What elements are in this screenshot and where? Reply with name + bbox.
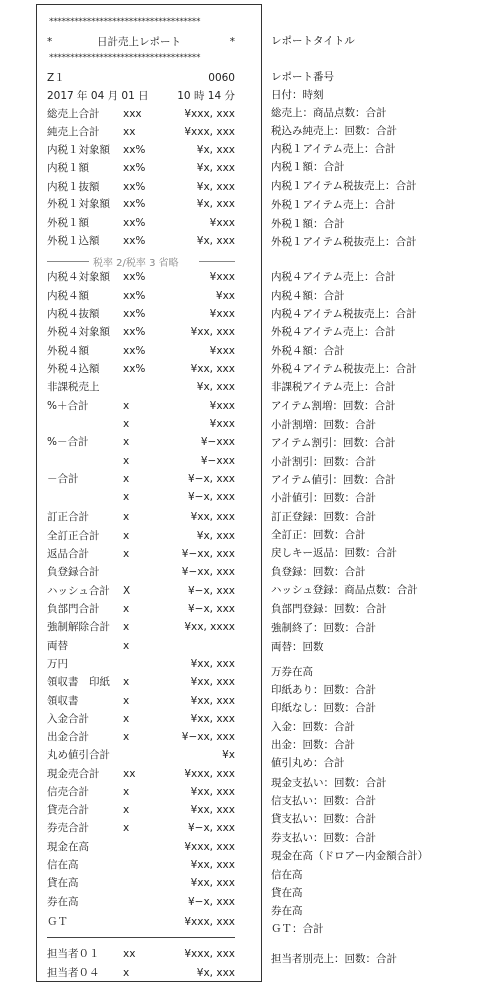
date-time-row	[37, 89, 261, 103]
line-label: 非課税売上	[47, 381, 100, 393]
line-amount: ¥−xx, xxx	[181, 548, 235, 560]
receipt-line	[37, 840, 261, 854]
receipt-line	[37, 125, 261, 139]
annotation-label: アイテム値引：回数：合計	[271, 474, 396, 486]
annotation-label: 負登録：回数：合計	[271, 566, 366, 578]
receipt-line	[37, 785, 261, 799]
receipt-line	[37, 399, 261, 413]
annotation-label: レポート番号	[271, 71, 334, 83]
line-amount: ¥x, xxx	[196, 198, 235, 210]
line-amount: ¥xx, xxx	[190, 676, 235, 688]
line-count: xx%	[123, 308, 146, 320]
title-left-star: *	[47, 36, 53, 48]
annotation-label: レポートタイトル	[271, 35, 355, 47]
line-amount: ¥x, xxx	[196, 967, 235, 979]
annotation-label: 内税１アイテム売上：合計	[271, 143, 396, 155]
line-amount: ¥−xx, xxx	[181, 566, 235, 578]
line-label: 万円	[47, 658, 68, 670]
annotation-label: 小計値引：回数：合計	[271, 492, 376, 504]
annotation-label: 万券在高	[271, 666, 313, 678]
receipt-line	[37, 197, 261, 211]
report-title: 日計売上レポート	[97, 36, 181, 48]
line-count: x	[123, 491, 130, 503]
line-label: －合計	[47, 473, 79, 485]
receipt-line	[37, 694, 261, 708]
annotation-label: 値引丸め：合計	[271, 757, 345, 769]
receipt-line	[37, 584, 261, 598]
receipt-line	[37, 803, 261, 817]
annotation-label: 外税１アイテム売上：合計	[271, 199, 396, 211]
receipt-line	[37, 289, 261, 303]
annotation-label: 貸支払い：回数：合計	[271, 813, 376, 825]
line-amount: ¥xxx, xxx	[184, 841, 235, 853]
staff-divider	[47, 937, 235, 938]
receipt-top-stars: ************************************	[49, 17, 201, 27]
receipt-line	[37, 730, 261, 744]
line-amount: ¥xx, xxx	[190, 511, 235, 523]
line-amount: ¥xx, xxx	[190, 326, 235, 338]
line-amount: ¥xx, xxx	[190, 658, 235, 670]
line-count: x	[123, 511, 130, 523]
receipt-line	[37, 510, 261, 524]
report-number: 0060	[208, 72, 235, 84]
line-count: xx%	[123, 326, 146, 338]
line-label: 負部門合計	[47, 603, 100, 615]
annotation-label: 総売上：商品点数：合計	[271, 107, 387, 119]
line-count: X	[123, 585, 131, 597]
line-count: x	[123, 967, 130, 979]
receipt-line	[37, 143, 261, 157]
annotation-label: 内税４アイテム税抜売上：合計	[271, 308, 417, 320]
line-amount: ¥xx	[215, 290, 235, 302]
line-count: x	[123, 548, 130, 560]
line-count: x	[123, 804, 130, 816]
annotation-label: 外税１アイテム税抜売上：合計	[271, 236, 417, 248]
annotation-label: アイテム割引：回数：合計	[271, 437, 396, 449]
line-amount: ¥xxx	[209, 217, 235, 229]
line-count: x	[123, 822, 130, 834]
line-label: 貸在高	[47, 877, 79, 889]
line-amount: ¥xx, xxx	[190, 713, 235, 725]
receipt-line	[37, 490, 261, 504]
line-amount: ¥−x, xxx	[187, 896, 235, 908]
line-count: xx%	[123, 144, 146, 156]
report-id-row	[37, 71, 261, 85]
line-count: xxx	[123, 108, 142, 120]
line-count: x	[123, 713, 130, 725]
line-label: 訂正合計	[47, 511, 89, 523]
receipt-line	[37, 362, 261, 376]
annotation-label: 内税１アイテム税抜売上：合計	[271, 180, 417, 192]
line-label: 内税１対象額	[47, 144, 110, 156]
line-label: 貸売合計	[47, 804, 89, 816]
line-label: 信在高	[47, 859, 79, 871]
line-label: 内税１額	[47, 162, 89, 174]
line-label: 入金合計	[47, 713, 89, 725]
title-right-star: *	[229, 36, 235, 48]
line-amount: ¥−x, xxx	[187, 473, 235, 485]
annotation-label: 内税４アイテム売上：合計	[271, 271, 396, 283]
line-label: ＧＴ	[47, 916, 68, 928]
annotation-label: 税込み純売上：回数：合計	[271, 125, 397, 137]
line-amount: ¥xx, xxx	[190, 695, 235, 707]
report-date: 2017 年 04 月 01 日	[47, 90, 149, 102]
line-label: 券在高	[47, 896, 79, 908]
line-count: x	[123, 473, 130, 485]
line-amount: ¥−xxx	[200, 455, 235, 467]
receipt-line	[37, 325, 261, 339]
receipt-line	[37, 620, 261, 634]
line-count: xx%	[123, 345, 146, 357]
line-label: 外税１額	[47, 217, 89, 229]
line-amount: ¥x, xxx	[196, 144, 235, 156]
annotation-label: アイテム割増：回数：合計	[271, 400, 396, 412]
line-label: 信売合計	[47, 786, 89, 798]
line-label: 担当者０１	[47, 948, 100, 960]
line-label: 丸め値引合計	[47, 749, 110, 761]
receipt-line	[37, 947, 261, 961]
receipt-line	[37, 547, 261, 561]
line-count: x	[123, 455, 130, 467]
line-label: 領収書	[47, 695, 79, 707]
line-amount: ¥xxx, xxx	[184, 108, 235, 120]
receipt-line	[37, 602, 261, 616]
line-label: 担当者０４	[47, 967, 100, 979]
separator-line-left	[47, 261, 89, 262]
line-label: 負登録合計	[47, 566, 100, 578]
receipt-line	[37, 876, 261, 890]
receipt-line	[37, 915, 261, 929]
receipt-line	[37, 307, 261, 321]
line-amount: ¥x, xxx	[196, 235, 235, 247]
line-count: xx%	[123, 162, 146, 174]
line-amount: ¥x, xxx	[196, 162, 235, 174]
line-amount: ¥−x, xxx	[187, 585, 235, 597]
receipt-line	[37, 565, 261, 579]
receipt-line	[37, 767, 261, 781]
line-amount: ¥xx, xxxx	[184, 621, 235, 633]
line-label: 強制解除合計	[47, 621, 110, 633]
line-count: xx%	[123, 290, 146, 302]
line-label: 出金合計	[47, 731, 89, 743]
report-time: 10 時 14 分	[177, 90, 235, 102]
line-count: xx	[123, 768, 136, 780]
annotation-label: 両替：回数	[271, 641, 324, 653]
receipt-line	[37, 821, 261, 835]
line-label: 内税４抜額	[47, 308, 100, 320]
line-amount: ¥xxx	[209, 345, 235, 357]
tax-rate-separator	[47, 254, 235, 268]
line-count: x	[123, 676, 130, 688]
line-amount: ¥xxx, xxx	[184, 916, 235, 928]
line-label: ハッシュ合計	[47, 585, 110, 597]
line-amount: ¥xx, xxx	[190, 877, 235, 889]
receipt-line	[37, 417, 261, 431]
line-amount: ¥−x, xxx	[187, 491, 235, 503]
receipt-line	[37, 380, 261, 394]
annotation-label: ＧＴ：合計	[271, 923, 324, 935]
line-amount: ¥−x, xxx	[187, 822, 235, 834]
line-amount: ¥xxx, xxx	[184, 768, 235, 780]
annotation-label: 全訂正：回数：合計	[271, 529, 366, 541]
line-label: %＋合計	[47, 400, 89, 412]
annotation-label: 信在高	[271, 869, 303, 881]
annotation-label: 日付：時刻	[271, 89, 324, 101]
receipt-line	[37, 270, 261, 284]
receipt-line	[37, 712, 261, 726]
annotation-label: 印紙あり：回数：合計	[271, 684, 376, 696]
line-amount: ¥xxx	[209, 308, 235, 320]
receipt-line	[37, 966, 261, 980]
line-label: %－合計	[47, 436, 89, 448]
line-count: xx%	[123, 217, 146, 229]
line-count: xx%	[123, 235, 146, 247]
annotation-label: 負部門登録：回数：合計	[271, 603, 387, 615]
line-amount: ¥xx, xxx	[190, 786, 235, 798]
line-count: x	[123, 731, 130, 743]
annotation-label: 外税４額：合計	[271, 345, 345, 357]
receipt-line	[37, 748, 261, 762]
receipt-line	[37, 657, 261, 671]
annotation-label: 現金在高（ドロアー内金額合計）	[271, 850, 429, 862]
line-label: 領収書 印紙	[47, 676, 110, 688]
line-label: 外税４込額	[47, 363, 100, 375]
receipt-line	[37, 454, 261, 468]
annotation-label: 貸在高	[271, 887, 303, 899]
receipt-line	[37, 435, 261, 449]
line-count: x	[123, 530, 130, 542]
annotation-label: 訂正登録：回数：合計	[271, 511, 376, 523]
annotation-label: 外税４アイテム売上：合計	[271, 326, 396, 338]
receipt-line	[37, 216, 261, 230]
line-label: 総売上合計	[47, 108, 100, 120]
line-amount: ¥xxx	[209, 400, 235, 412]
annotation-label: 入金：回数：合計	[271, 721, 355, 733]
line-label: 返品合計	[47, 548, 89, 560]
receipt-line	[37, 344, 261, 358]
line-count: x	[123, 603, 130, 615]
receipt-line	[37, 529, 261, 543]
line-amount: ¥x, xxx	[196, 530, 235, 542]
receipt-line	[37, 180, 261, 194]
receipt-line	[37, 858, 261, 872]
line-label: 内税１抜額	[47, 181, 100, 193]
annotation-label: 強制終了：回数：合計	[271, 622, 376, 634]
line-amount: ¥x, xxx	[196, 181, 235, 193]
line-label: 純売上合計	[47, 126, 100, 138]
line-count: xx%	[123, 198, 146, 210]
line-count: x	[123, 695, 130, 707]
separator-line-right	[199, 261, 235, 262]
line-count: xx%	[123, 181, 146, 193]
separator-text: 税率 2/税率 3 省略	[93, 258, 179, 269]
line-label: 現金在高	[47, 841, 89, 853]
line-label: 外税１対象額	[47, 198, 110, 210]
receipt-line	[37, 107, 261, 121]
line-count: xx%	[123, 271, 146, 283]
receipt-line	[37, 675, 261, 689]
line-amount: ¥xxx	[209, 271, 235, 283]
annotation-label: 現金支払い：回数：合計	[271, 777, 387, 789]
line-count: x	[123, 436, 130, 448]
line-amount: ¥−xx, xxx	[181, 731, 235, 743]
line-count: xx	[123, 126, 136, 138]
line-count: xx%	[123, 363, 146, 375]
annotation-label: 非課税アイテム売上：合計	[271, 381, 396, 393]
line-label: 内税４額	[47, 290, 89, 302]
line-count: x	[123, 786, 130, 798]
receipt-line	[37, 161, 261, 175]
line-amount: ¥xx, xxx	[190, 804, 235, 816]
annotation-label: ハッシュ登録：商品点数：合計	[271, 584, 418, 596]
annotation-label: 外税４アイテム税抜売上：合計	[271, 363, 417, 375]
annotation-label: 印紙なし：回数：合計	[271, 702, 376, 714]
line-label: 内税４対象額	[47, 271, 110, 283]
line-amount: ¥x, xxx	[196, 381, 235, 393]
annotation-label: 外税１額：合計	[271, 218, 345, 230]
annotation-label: 小計割引：回数：合計	[271, 456, 376, 468]
line-count: xx	[123, 948, 136, 960]
line-label: 現金売合計	[47, 768, 100, 780]
annotation-label: 内税１額：合計	[271, 161, 345, 173]
receipt-bottom-stars: ************************************	[49, 53, 201, 63]
line-label: 外税４対象額	[47, 326, 110, 338]
line-amount: ¥x	[222, 749, 235, 761]
line-amount: ¥xxx, xxx	[184, 948, 235, 960]
annotation-label: 担当者別売上：回数：合計	[271, 953, 397, 965]
receipt-line	[37, 234, 261, 248]
line-label: 両替	[47, 640, 68, 652]
receipt-line	[37, 472, 261, 486]
line-amount: ¥xxx, xxx	[184, 126, 235, 138]
line-amount: ¥−x, xxx	[187, 603, 235, 615]
annotation-label: 券支払い：回数：合計	[271, 832, 376, 844]
receipt-title-row	[37, 35, 261, 49]
line-label: 外税４額	[47, 345, 89, 357]
receipt-line	[37, 639, 261, 653]
report-id: Z１	[47, 72, 65, 84]
line-amount: ¥xx, xxx	[190, 859, 235, 871]
line-count: x	[123, 621, 130, 633]
annotation-label: 小計割増：回数：合計	[271, 419, 376, 431]
line-count: x	[123, 418, 130, 430]
annotation-label: 戻しキー返品：回数：合計	[271, 547, 397, 559]
line-amount: ¥xxx	[209, 418, 235, 430]
line-amount: ¥−xxx	[200, 436, 235, 448]
receipt	[36, 4, 262, 982]
line-label: 券売合計	[47, 822, 89, 834]
receipt-line	[37, 895, 261, 909]
line-count: x	[123, 400, 130, 412]
annotation-label: 内税４額：合計	[271, 290, 345, 302]
line-label: 全訂正合計	[47, 530, 100, 542]
annotation-label: 出金：回数：合計	[271, 739, 355, 751]
line-label: 外税１込額	[47, 235, 100, 247]
annotation-label: 券在高	[271, 905, 303, 917]
line-amount: ¥xx, xxx	[190, 363, 235, 375]
annotation-label: 信支払い：回数：合計	[271, 795, 376, 807]
line-count: x	[123, 640, 130, 652]
